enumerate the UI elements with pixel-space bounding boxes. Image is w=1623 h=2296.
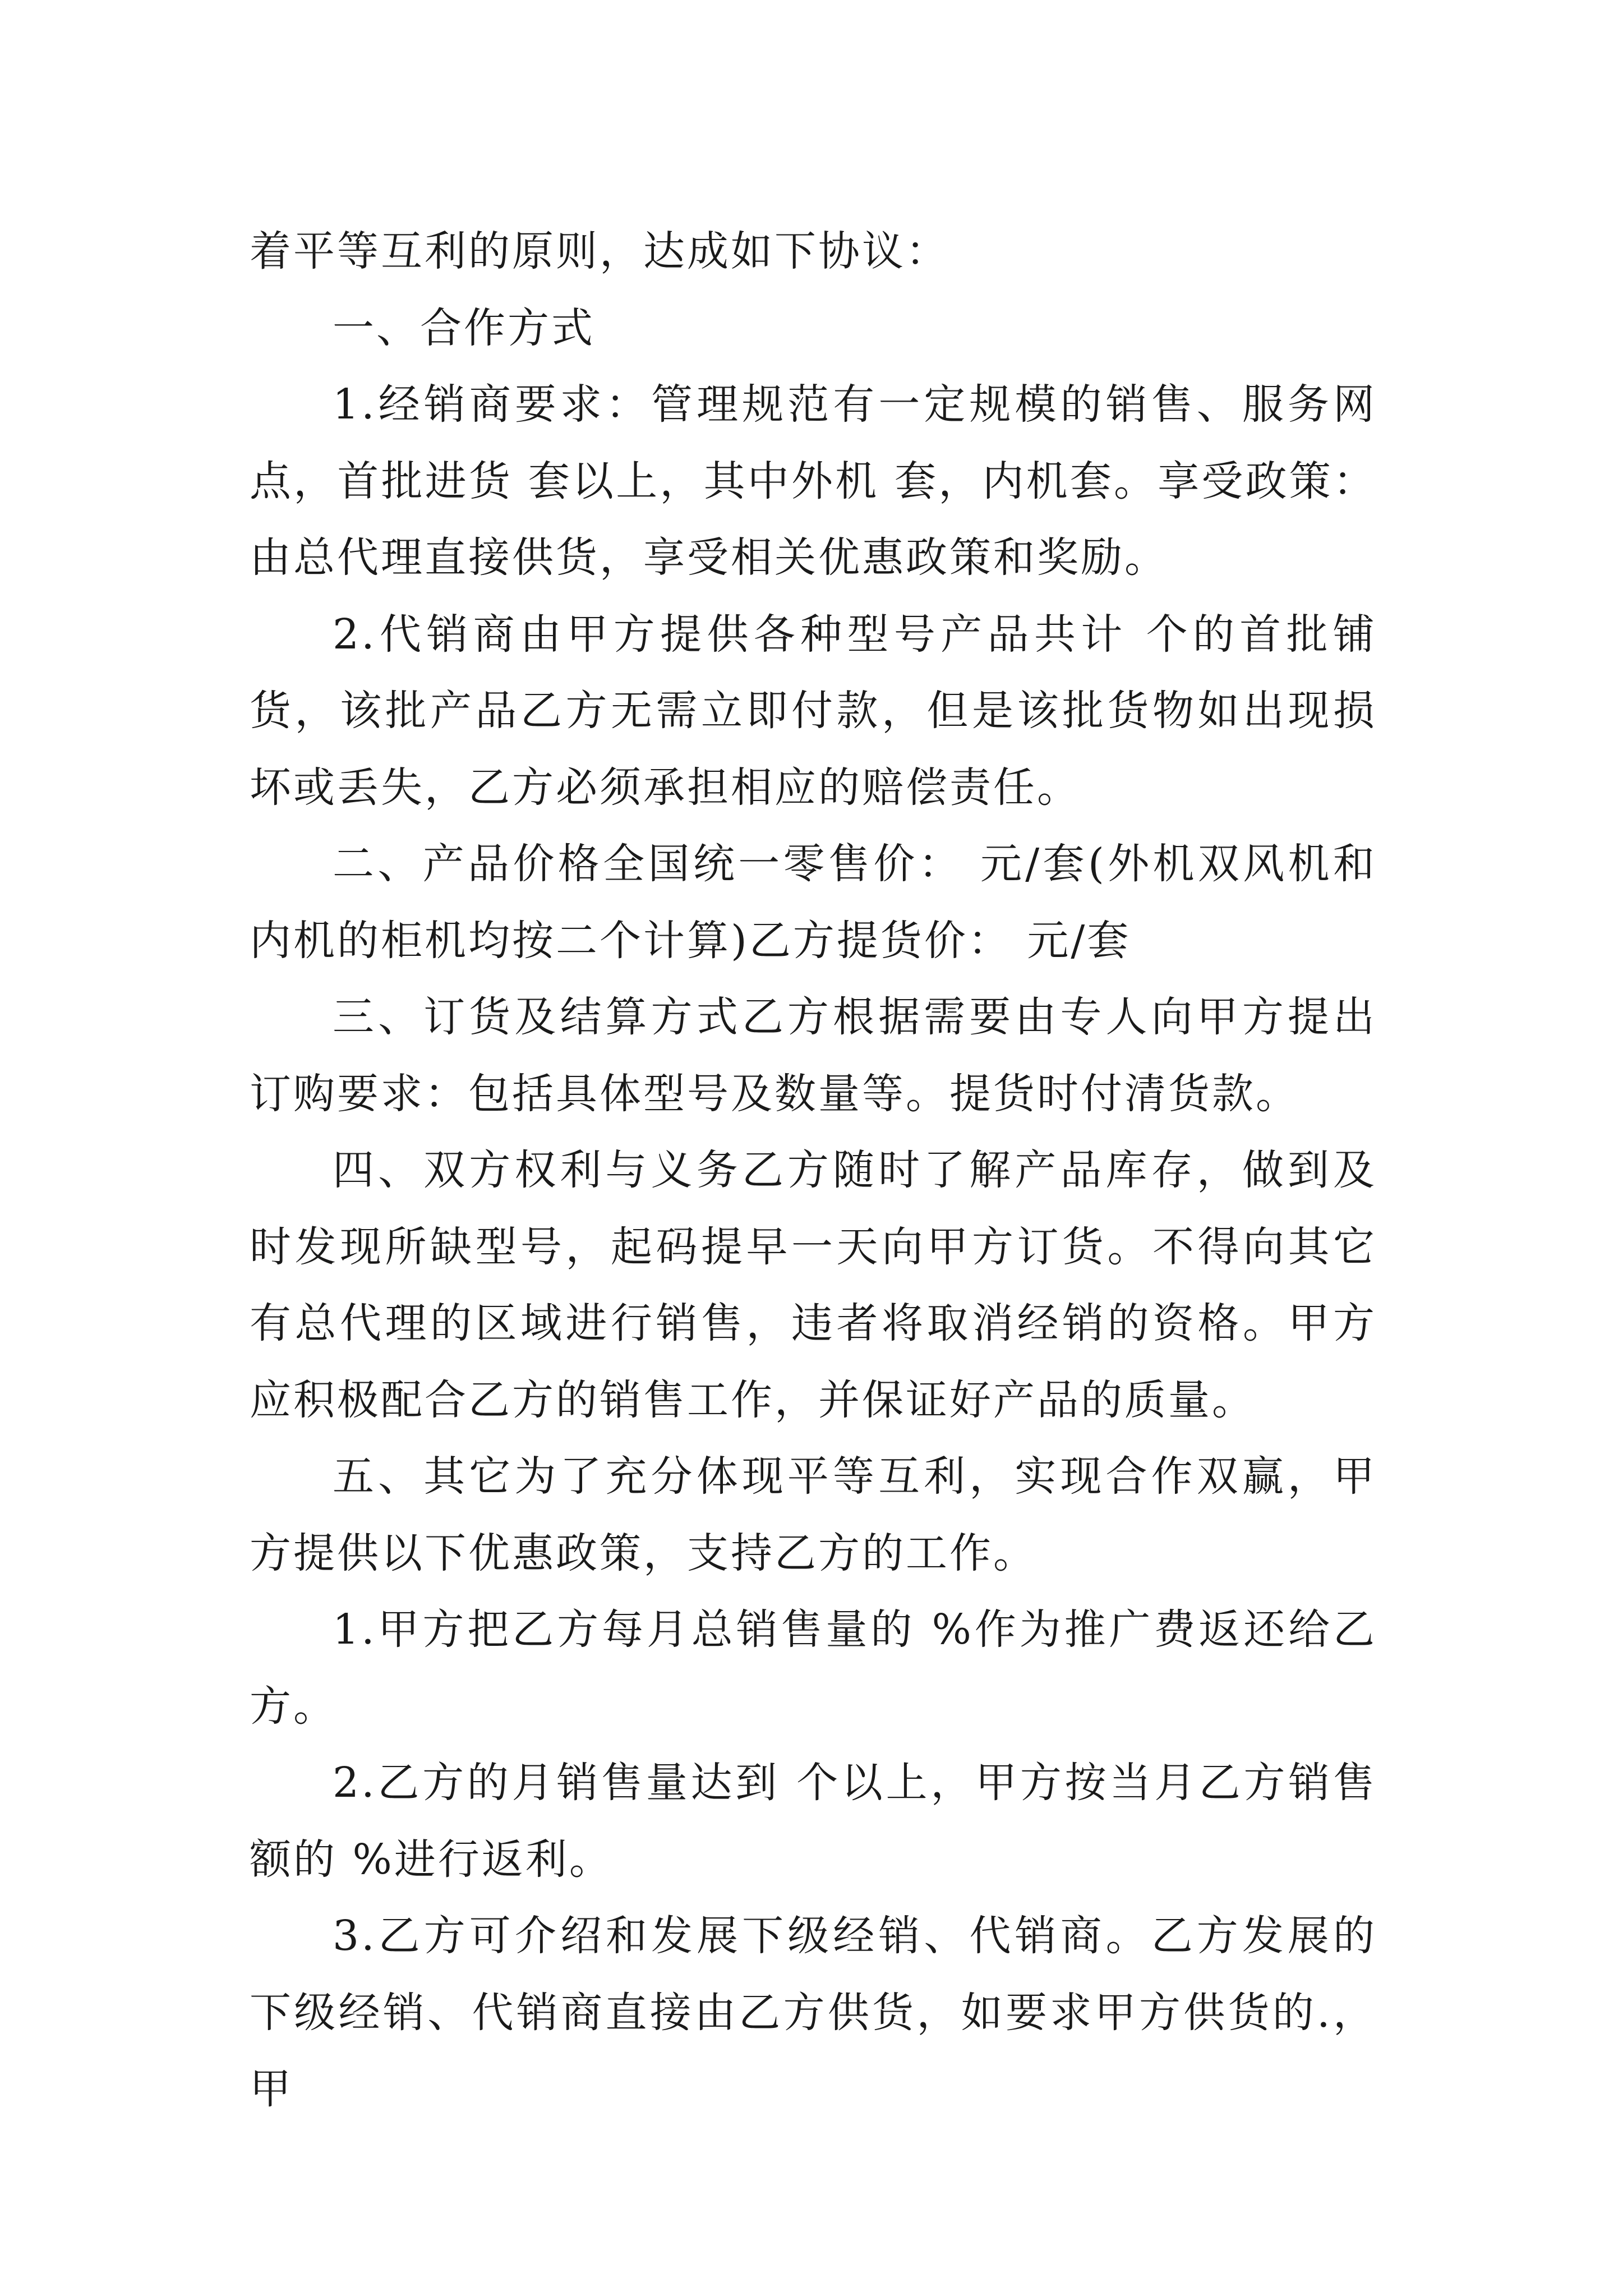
paragraph-other-policies: 五、其它为了充分体现平等互利，实现合作双赢，甲方提供以下优惠政策，支持乙方的工作。	[250, 1452, 1377, 1577]
paragraph-ordering-settlement: 三、订货及结算方式乙方根据需要由专人向甲方提出订购要求：包括具体型号及数量等。提货时付清货款。	[250, 993, 1377, 1118]
paragraph-agent-consignment: 2.代销商由甲方提供各种型号产品共计 个的首批铺货，该批产品乙方无需立即付款，但是该批货物如出现损坏或丢失，乙方必须承担相应的赔偿责任。	[250, 610, 1377, 812]
document-body	[250, 213, 1377, 2128]
paragraph-distributor-requirements: 1.经销商要求：管理规范有一定规模的销售、服务网点，首批进货 套以上，其中外机 套，内机套。享受政策：由总代理直接供货，享受相关优惠政策和奖励。	[250, 380, 1377, 582]
paragraph-monthly-rebate: 2.乙方的月销售量达到 个以上，甲方按当月乙方销售额的 %进行返利。	[250, 1759, 1377, 1884]
paragraph-rights-obligations: 四、双方权利与义务乙方随时了解产品库存，做到及时发现所缺型号，起码提早一天向甲方订货。不得向其它有总代理的区域进行销售，违者将取消经销的资格。甲方应积极配合乙方的销售工作，并保证好产品的质量。	[250, 1146, 1377, 1424]
heading-cooperation-method: 一、合作方式	[333, 303, 595, 352]
paragraph-sub-distributors: 3.乙方可介绍和发展下级经销、代销商。乙方发展的下级经销、代销商直接由乙方供货，如要求甲方供货的.，甲	[250, 1912, 1377, 2113]
paragraph-intro: 着平等互利的原则，达成如下协议：	[250, 227, 949, 275]
paragraph-promotion-fee: 1.甲方把乙方每月总销售量的 %作为推广费返还给乙方。	[250, 1605, 1377, 1731]
paragraph-product-price: 二、产品价格全国统一零售价： 元/套(外机双风机和内机的柜机均按二个计算)乙方提货价： 元/套	[250, 840, 1377, 965]
